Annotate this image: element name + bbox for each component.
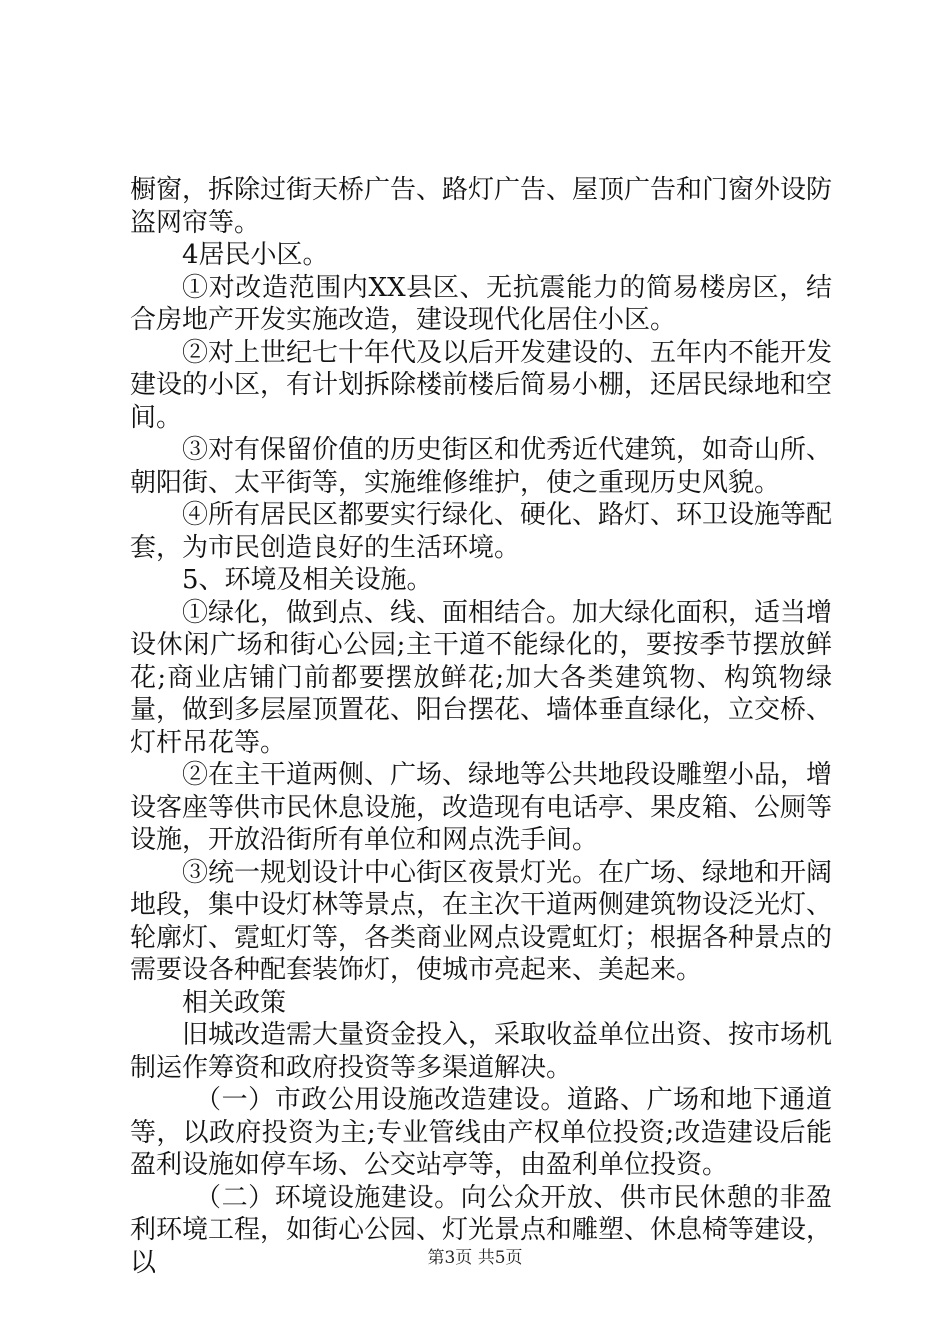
paragraph-4: ②对上世纪七十年代及以后开发建设的、五年内不能开发建设的小区，有计划拆除楼前楼后简易小棚，还居民绿地和空间。 (130, 337, 833, 433)
paragraph-1: 橱窗，拆除过街天桥广告、路灯广告、屋顶广告和门窗外设防盗网帘等。 (130, 175, 833, 238)
paragraph-10: ③统一规划设计中心街区夜景灯光。在广场、绿地和开阔地段，集中设灯林等景点，在主次干道两侧建筑物设泛光灯、轮廓灯、霓虹灯等，各类商业网点设霓虹灯；根据各种景点的需要设各种配套装饰灯，使城市亮起来、美起来。 (130, 857, 833, 985)
paragraph-13: （一）市政公用设施改造建设。道路、广场和地下通道等，以政府投资为主;专业管线由产权单位投资;改造建设后能盈利设施如停车场、公交站亭等，由盈利单位投资。 (130, 1085, 832, 1180)
document-body (130, 174, 832, 1279)
paragraph-12: 旧城改造需大量资金投入，采取收益单位出资、按市场机制运作筹资和政府投资等多渠道解决。 (130, 1020, 833, 1083)
paragraph-9: ②在主干道两侧、广场、绿地等公共地段设雕塑小品，增设客座等供市民休息设施，改造现有电话亭、果皮箱、公厕等设施，开放沿街所有单位和网点洗手间。 (130, 760, 833, 855)
page-number-footer: 第3页 共5页 (427, 1248, 523, 1268)
paragraph-8: ①绿化，做到点、线、面相结合。加大绿化面积，适当增设休闲广场和街心公园;主干道不能绿化的，要按季节摆放鲜花;商业店铺门前都要摆放鲜花;加大各类建筑物、构筑物绿量，做到多层屋顶置花、阳台摆花、墙体垂直绿化，立交桥、灯杆吊花等。 (130, 597, 833, 758)
paragraph-6: ④所有居民区都要实行绿化、硬化、路灯、环卫设施等配套，为市民创造良好的生活环境。 (130, 500, 833, 563)
section-heading: 相关政策 (182, 987, 287, 1018)
paragraph-7: 5、环境及相关设施。 (182, 565, 433, 595)
paragraph-5: ③对有保留价值的历史街区和优秀近代建筑，如奇山所、朝阳街、太平街等，实施维修维护，使之重现历史风貌。 (130, 435, 833, 498)
paragraph-3: ①对改造范围内XX县区、无抗震能力的简易楼房区，结合房地产开发实施改造，建设现代化居住小区。 (130, 272, 832, 335)
paragraph-14: （二）环境设施建设。向公众开放、供市民休憩的非盈利环境工程，如街心公园、灯光景点和雕塑、休息椅等建设，以 (130, 1182, 833, 1278)
paragraph-2: 4居民小区。 (182, 240, 329, 270)
